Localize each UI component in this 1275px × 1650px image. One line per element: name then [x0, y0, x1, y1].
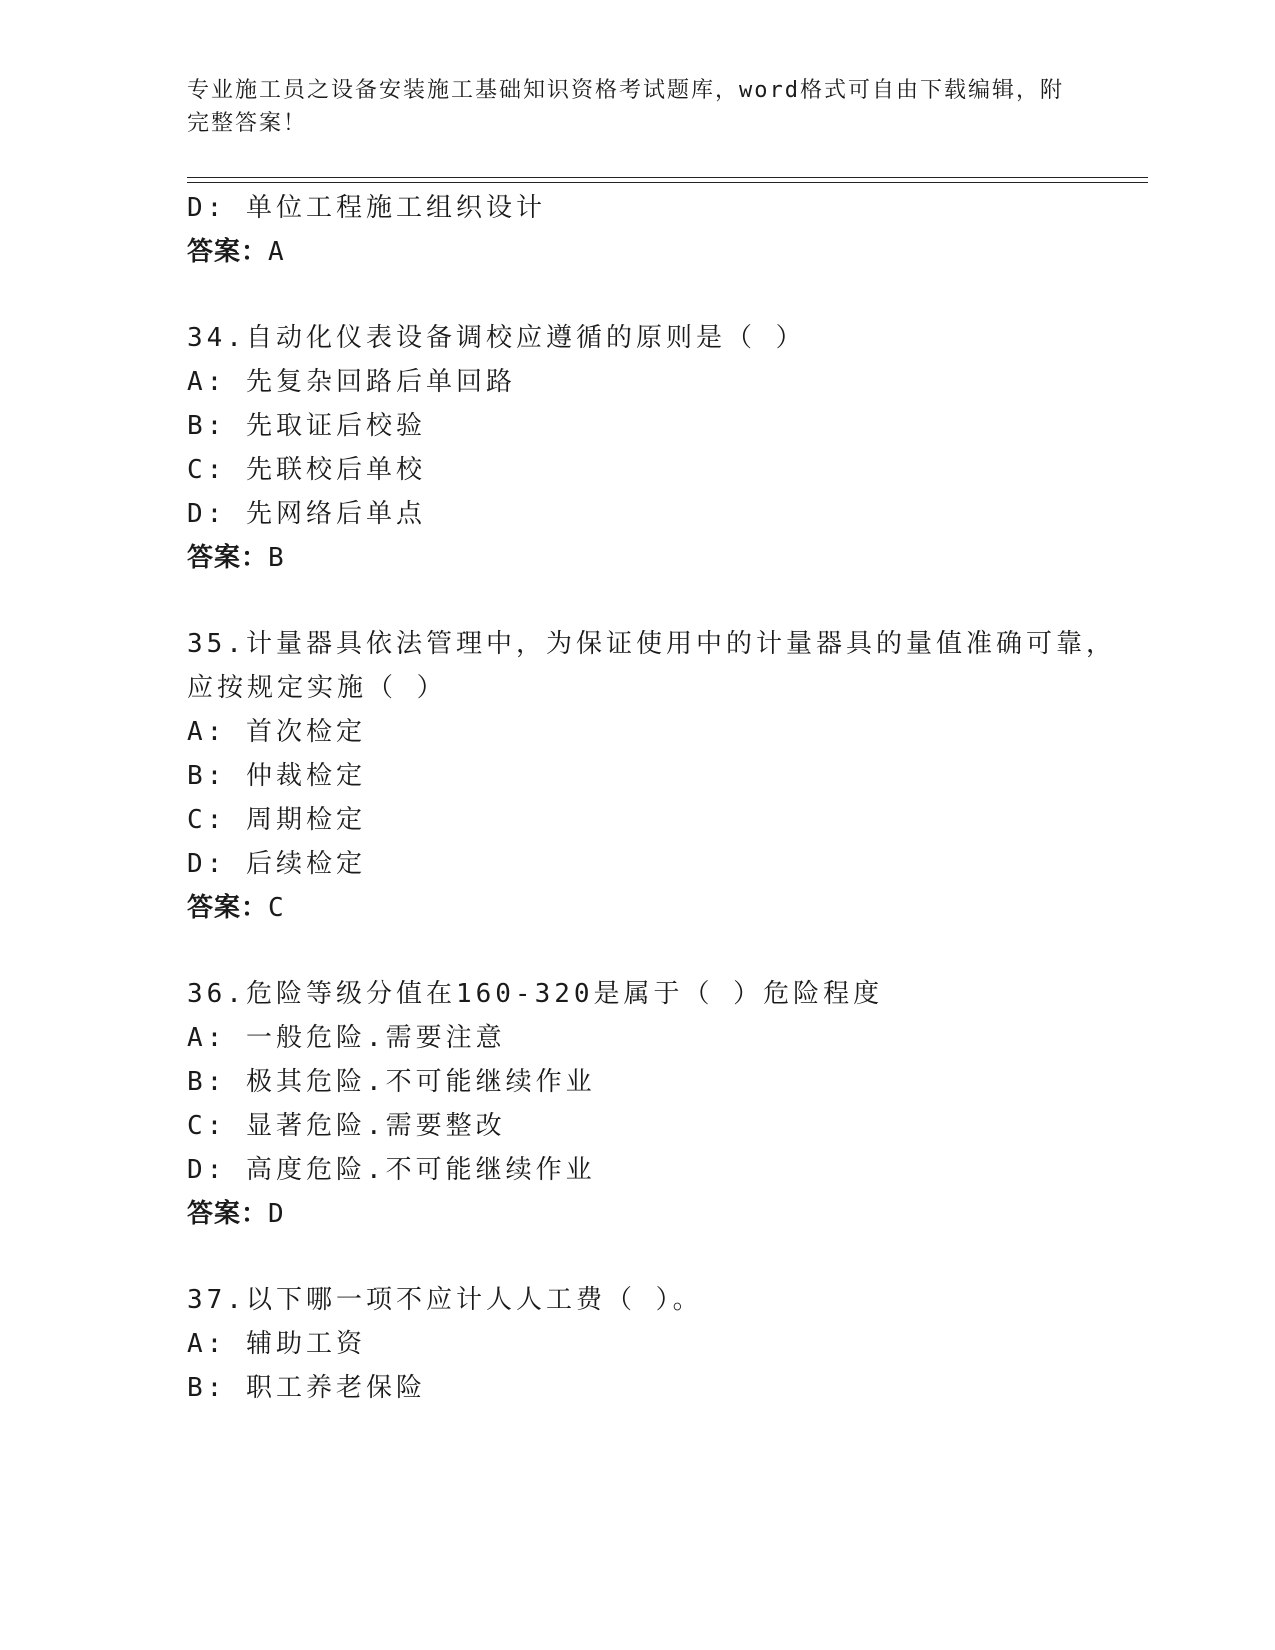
option-b: B: 职工养老保险 [187, 1373, 426, 1403]
answer-label: 答案： [187, 543, 269, 573]
answer-label: 答案： [187, 1199, 269, 1229]
option-c: C: 先联校后单校 [187, 455, 426, 485]
option-d: D: 后续检定 [187, 849, 366, 879]
answer-line [187, 1199, 285, 1229]
option-c: C: 显著危险.需要整改 [187, 1111, 506, 1141]
answer-label: 答案： [187, 893, 269, 923]
option-a: A: 一般危险.需要注意 [187, 1023, 506, 1053]
question-stem: 34.自动化仪表设备调校应遵循的原则是（ ） [187, 323, 806, 353]
option-d: D: 先网络后单点 [187, 499, 426, 529]
answer-value: A [268, 237, 285, 267]
option-b: B: 极其危险.不可能继续作业 [187, 1067, 596, 1097]
answer-label: 答案： [187, 237, 269, 267]
question-stem-line1: 35.计量器具依法管理中，为保证使用中的计量器具的量值准确可靠， [187, 629, 1116, 659]
answer-value: C [268, 893, 285, 923]
document-header: 专业施工员之设备安装施工基础知识资格考试题库，word格式可自由下载编辑，附完整答案！ [187, 78, 1064, 136]
option-a: A: 先复杂回路后单回路 [187, 367, 516, 397]
option-a: A: 首次检定 [187, 717, 366, 747]
header-divider-bottom [187, 182, 1148, 183]
answer-value: B [268, 543, 285, 573]
option-c: C: 周期检定 [187, 805, 366, 835]
question-stem: 36.危险等级分值在160-320是属于（ ）危险程度 [187, 979, 884, 1009]
answer-line [187, 893, 285, 923]
option-b: B: 先取证后校验 [187, 411, 426, 441]
option-b: B: 仲裁检定 [187, 761, 366, 791]
answer-value: D [268, 1199, 285, 1229]
header-divider-top [187, 177, 1148, 178]
option-a: A: 辅助工资 [187, 1329, 366, 1359]
question-stem: 37.以下哪一项不应计人人工费（ ）。 [187, 1285, 703, 1315]
answer-line [187, 543, 285, 573]
option-d: D: 单位工程施工组织设计 [187, 193, 546, 223]
answer-line [187, 237, 285, 267]
question-stem-line2: 应按规定实施（ ） [187, 673, 447, 703]
option-d: D: 高度危险.不可能继续作业 [187, 1155, 596, 1185]
